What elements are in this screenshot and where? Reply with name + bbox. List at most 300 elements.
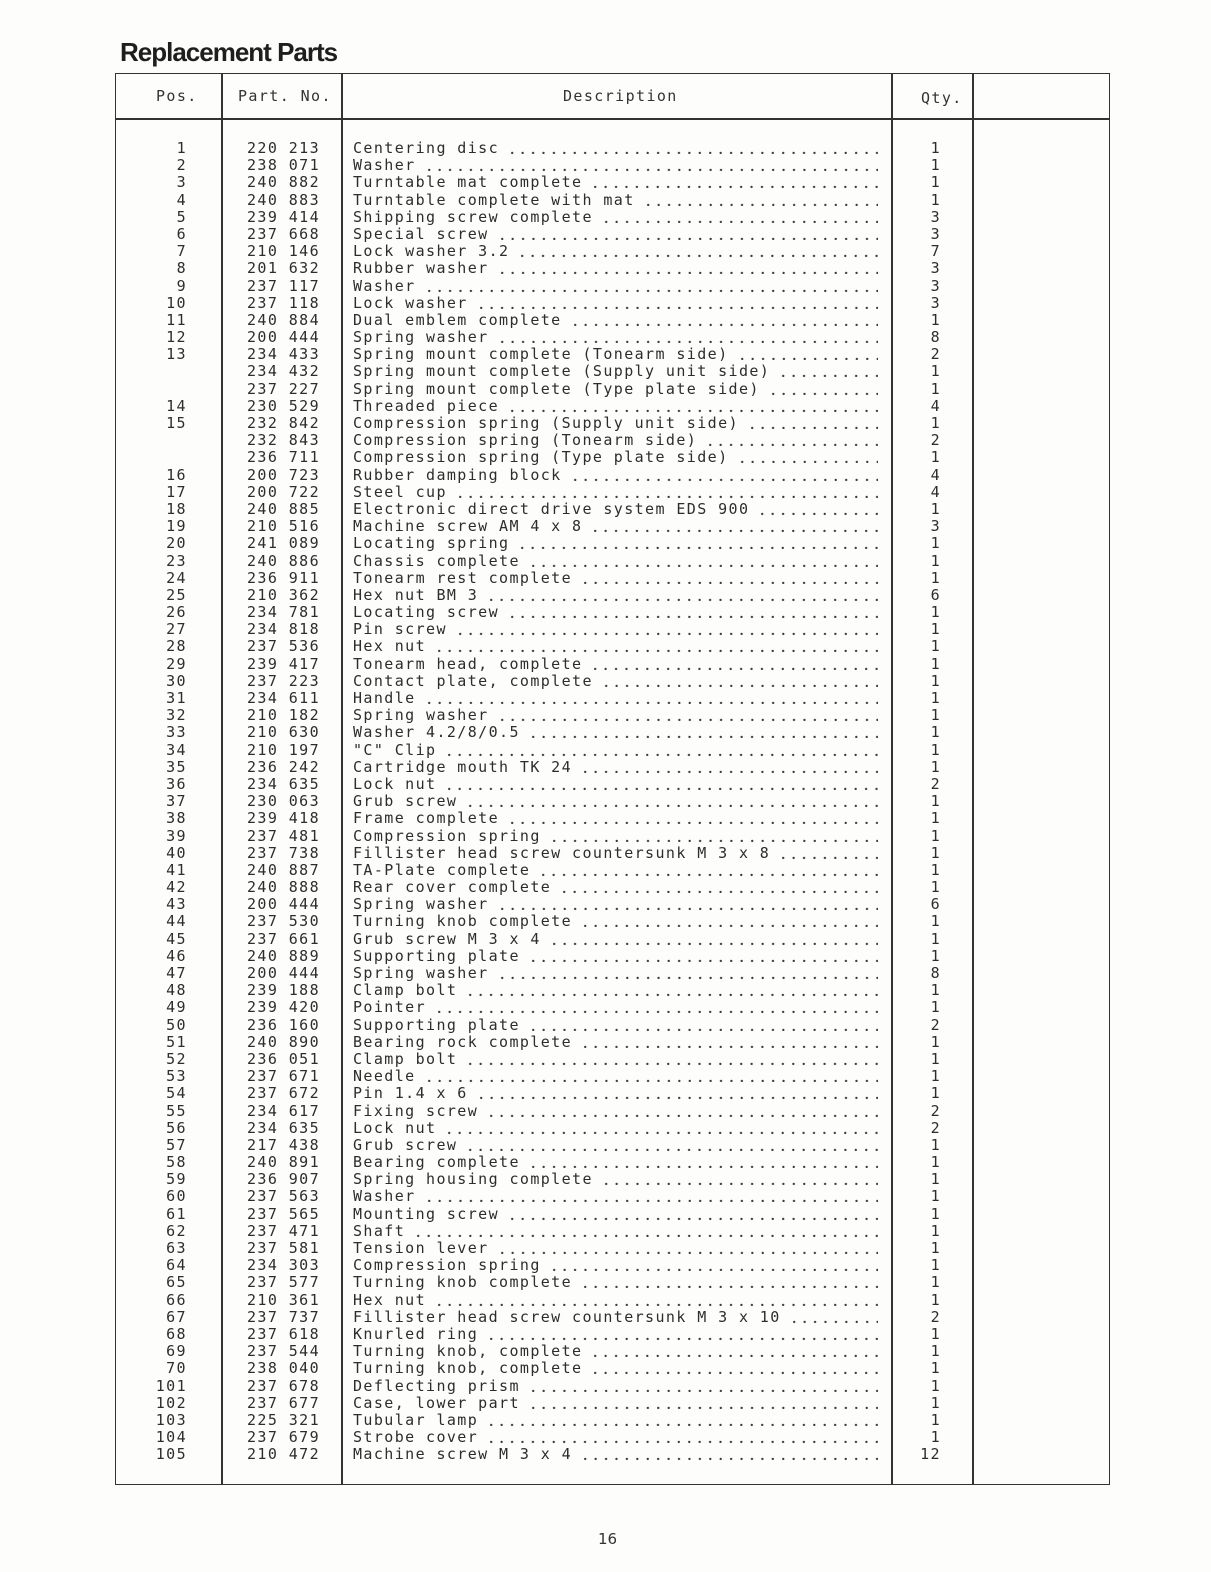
description-cell bbox=[353, 707, 878, 724]
part-number-cell: 200 444 bbox=[247, 328, 321, 347]
table-row bbox=[0, 553, 1211, 570]
table-row bbox=[0, 1274, 1211, 1291]
description-text: Deflecting prism bbox=[353, 1377, 520, 1395]
pos-cell: 47 bbox=[166, 964, 187, 982]
description-text: TA-Plate complete bbox=[353, 861, 531, 879]
part-number-cell: 200 444 bbox=[247, 964, 321, 982]
dot-leader bbox=[486, 1429, 878, 1446]
description-cell bbox=[353, 1395, 878, 1412]
part-number-cell: 237 118 bbox=[247, 293, 321, 312]
pos-cell: 67 bbox=[166, 1307, 187, 1326]
description-text: Dual emblem complete bbox=[353, 311, 562, 329]
part-number-cell: 210 362 bbox=[247, 585, 321, 604]
part-number-cell: 237 565 bbox=[247, 1204, 321, 1223]
pos-cell: 55 bbox=[166, 1101, 187, 1120]
dot-leader bbox=[747, 415, 878, 432]
pos-cell: 50 bbox=[166, 1015, 187, 1034]
pos-cell: 6 bbox=[176, 224, 187, 243]
description-cell bbox=[353, 1326, 878, 1343]
qty-cell: 1 bbox=[930, 1393, 941, 1412]
pos-cell: 3 bbox=[176, 173, 187, 192]
part-number-cell: 237 481 bbox=[247, 826, 321, 845]
qty-cell: 2 bbox=[930, 774, 941, 793]
description-cell bbox=[353, 553, 878, 570]
part-number-cell: 237 117 bbox=[247, 276, 321, 295]
table-row bbox=[0, 724, 1211, 741]
description-text: Pointer bbox=[353, 999, 427, 1017]
dot-leader bbox=[497, 260, 878, 277]
description-cell bbox=[353, 449, 878, 466]
pos-cell: 58 bbox=[166, 1153, 187, 1172]
qty-cell: 1 bbox=[930, 946, 941, 965]
description-text: Turntable complete with mat bbox=[353, 191, 635, 209]
table-row bbox=[0, 570, 1211, 587]
pos-cell: 70 bbox=[166, 1359, 187, 1378]
description-cell bbox=[353, 776, 878, 793]
pos-cell: 20 bbox=[166, 534, 187, 553]
qty-cell: 8 bbox=[930, 964, 941, 982]
pos-cell: 68 bbox=[166, 1324, 187, 1343]
part-number-cell: 237 668 bbox=[247, 224, 321, 243]
qty-cell: 1 bbox=[930, 1376, 941, 1395]
pos-cell: 65 bbox=[166, 1273, 187, 1292]
description-cell bbox=[353, 621, 878, 638]
description-text: Cartridge mouth TK 24 bbox=[353, 758, 573, 776]
pos-cell: 9 bbox=[176, 276, 187, 295]
description-cell bbox=[353, 1051, 878, 1068]
qty-cell: 1 bbox=[930, 1032, 941, 1051]
dot-leader bbox=[528, 1017, 878, 1034]
description-text: Hex nut bbox=[353, 1291, 427, 1309]
qty-cell: 1 bbox=[930, 1135, 941, 1154]
column-header-pos: Pos. bbox=[156, 87, 198, 105]
qty-cell: 2 bbox=[930, 1015, 941, 1034]
part-number-cell: 236 907 bbox=[247, 1170, 321, 1189]
qty-cell: 1 bbox=[930, 379, 941, 398]
dot-leader bbox=[444, 776, 878, 793]
part-number-cell: 210 516 bbox=[247, 517, 321, 536]
description-cell bbox=[353, 295, 878, 312]
qty-cell: 1 bbox=[930, 139, 941, 157]
pos-cell: 17 bbox=[166, 482, 187, 501]
qty-cell: 1 bbox=[930, 1359, 941, 1378]
qty-cell: 1 bbox=[930, 190, 941, 209]
part-number-cell: 234 781 bbox=[247, 603, 321, 622]
part-number-cell: 239 414 bbox=[247, 207, 321, 226]
pos-cell: 44 bbox=[166, 912, 187, 931]
part-number-cell: 236 242 bbox=[247, 757, 321, 776]
pos-cell: 57 bbox=[166, 1135, 187, 1154]
part-number-cell: 232 842 bbox=[247, 414, 321, 432]
pos-cell: 62 bbox=[166, 1221, 187, 1240]
description-text: Frame complete bbox=[353, 810, 500, 828]
dot-leader bbox=[778, 845, 878, 862]
description-text: Shaft bbox=[353, 1222, 406, 1240]
description-cell bbox=[353, 1446, 878, 1463]
description-text: Tension lever bbox=[353, 1240, 489, 1257]
part-number-cell: 237 738 bbox=[247, 843, 321, 862]
qty-cell: 1 bbox=[930, 310, 941, 329]
description-text: Turning knob, complete bbox=[353, 1360, 583, 1378]
qty-cell: 1 bbox=[930, 1290, 941, 1309]
description-cell bbox=[353, 1206, 878, 1223]
dot-leader bbox=[465, 793, 878, 810]
table-row bbox=[0, 673, 1211, 690]
description-cell bbox=[353, 226, 878, 243]
dot-leader bbox=[757, 501, 878, 518]
table-row bbox=[0, 1395, 1211, 1412]
qty-cell: 1 bbox=[930, 809, 941, 828]
dot-leader bbox=[528, 724, 878, 741]
description-cell bbox=[353, 845, 878, 862]
dot-leader bbox=[570, 467, 878, 484]
pos-cell: 102 bbox=[155, 1393, 187, 1412]
part-number-cell: 210 472 bbox=[247, 1445, 321, 1464]
description-cell bbox=[353, 913, 878, 930]
pos-cell: 63 bbox=[166, 1239, 187, 1257]
qty-cell: 1 bbox=[930, 912, 941, 931]
dot-leader bbox=[580, 1446, 878, 1463]
table-row bbox=[0, 295, 1211, 312]
dot-leader bbox=[538, 862, 878, 879]
dot-leader bbox=[528, 1378, 878, 1395]
part-number-cell: 234 303 bbox=[247, 1256, 321, 1275]
table-row bbox=[0, 896, 1211, 913]
table-row bbox=[0, 879, 1211, 896]
dot-leader bbox=[465, 1137, 878, 1154]
description-cell bbox=[353, 312, 878, 329]
qty-cell: 1 bbox=[930, 1256, 941, 1275]
part-number-cell: 234 433 bbox=[247, 345, 321, 364]
description-cell bbox=[353, 1274, 878, 1291]
dot-leader bbox=[778, 363, 878, 380]
part-number-cell: 237 677 bbox=[247, 1393, 321, 1412]
qty-cell: 1 bbox=[930, 1221, 941, 1240]
part-number-cell: 210 197 bbox=[247, 740, 321, 759]
qty-cell: 1 bbox=[930, 878, 941, 897]
qty-cell: 1 bbox=[930, 603, 941, 622]
description-cell bbox=[353, 879, 878, 896]
description-text: Handle bbox=[353, 690, 416, 707]
description-cell bbox=[353, 587, 878, 604]
dot-leader bbox=[434, 638, 878, 655]
part-number-cell: 240 887 bbox=[247, 860, 321, 879]
qty-cell: 1 bbox=[930, 1324, 941, 1343]
qty-cell: 3 bbox=[930, 517, 941, 536]
table-row bbox=[0, 1429, 1211, 1446]
description-text: Spring mount complete (Supply unit side) bbox=[353, 363, 771, 381]
description-text: Lock nut bbox=[353, 775, 437, 793]
table-row bbox=[0, 140, 1211, 157]
description-cell bbox=[353, 1171, 878, 1188]
dot-leader bbox=[455, 621, 878, 638]
qty-cell: 4 bbox=[930, 465, 941, 484]
dot-leader bbox=[590, 1343, 878, 1360]
description-text: Supporting plate bbox=[353, 1016, 520, 1034]
table-row bbox=[0, 707, 1211, 724]
part-number-cell: 236 911 bbox=[247, 568, 321, 587]
description-cell bbox=[353, 346, 878, 363]
dot-leader bbox=[517, 243, 878, 260]
qty-cell: 12 bbox=[920, 1445, 941, 1464]
description-cell bbox=[353, 1429, 878, 1446]
dot-leader bbox=[434, 1292, 878, 1309]
description-text: Compression spring (Type plate side) bbox=[353, 449, 729, 467]
pos-cell: 64 bbox=[166, 1256, 187, 1275]
qty-cell: 1 bbox=[930, 843, 941, 862]
dot-leader bbox=[507, 140, 878, 157]
dot-leader bbox=[528, 1395, 878, 1412]
part-number-cell: 240 888 bbox=[247, 878, 321, 897]
description-text: Washer bbox=[353, 157, 416, 175]
description-cell bbox=[353, 1034, 878, 1051]
table-row bbox=[0, 1051, 1211, 1068]
description-text: Tonearm head, complete bbox=[353, 655, 583, 673]
qty-cell: 3 bbox=[930, 207, 941, 226]
qty-cell: 1 bbox=[930, 1067, 941, 1086]
pos-cell: 46 bbox=[166, 946, 187, 965]
pos-cell: 14 bbox=[166, 396, 187, 415]
dot-leader bbox=[789, 1309, 878, 1326]
qty-cell: 7 bbox=[930, 242, 941, 261]
dot-leader bbox=[465, 1051, 878, 1068]
table-row bbox=[0, 1343, 1211, 1360]
table-row bbox=[0, 346, 1211, 363]
description-cell bbox=[353, 1412, 878, 1429]
description-text: "C" Clip bbox=[353, 741, 437, 759]
description-cell bbox=[353, 828, 878, 845]
table-row bbox=[0, 638, 1211, 655]
description-cell bbox=[353, 467, 878, 484]
pos-cell: 24 bbox=[166, 568, 187, 587]
pos-cell: 48 bbox=[166, 981, 187, 1000]
pos-cell: 25 bbox=[166, 585, 187, 604]
parts-table-body bbox=[0, 140, 1211, 1463]
table-row bbox=[0, 1326, 1211, 1343]
description-cell bbox=[353, 329, 878, 346]
part-number-cell: 232 843 bbox=[247, 431, 321, 450]
pos-cell: 18 bbox=[166, 499, 187, 518]
pos-cell: 27 bbox=[166, 620, 187, 639]
part-number-cell: 239 420 bbox=[247, 998, 321, 1017]
table-row bbox=[0, 243, 1211, 260]
description-text: Compression spring (Tonearm side) bbox=[353, 432, 698, 450]
dot-leader bbox=[528, 948, 878, 965]
description-cell bbox=[353, 604, 878, 621]
pos-cell: 4 bbox=[176, 190, 187, 209]
pos-cell: 42 bbox=[166, 878, 187, 897]
part-number-cell: 240 890 bbox=[247, 1032, 321, 1051]
part-number-cell: 237 536 bbox=[247, 637, 321, 656]
description-text: Rubber damping block bbox=[353, 466, 562, 484]
pos-cell: 39 bbox=[166, 826, 187, 845]
description-text: Machine screw M 3 x 4 bbox=[353, 1446, 573, 1464]
table-row bbox=[0, 518, 1211, 535]
description-cell bbox=[353, 140, 878, 157]
table-row bbox=[0, 965, 1211, 982]
part-number-cell: 239 417 bbox=[247, 654, 321, 673]
part-number-cell: 234 611 bbox=[247, 689, 321, 707]
dot-leader bbox=[549, 828, 878, 845]
qty-cell: 1 bbox=[930, 1239, 941, 1257]
qty-cell: 1 bbox=[930, 929, 941, 948]
dot-leader bbox=[601, 673, 878, 690]
description-cell bbox=[353, 810, 878, 827]
part-number-cell: 234 635 bbox=[247, 774, 321, 793]
pos-cell: 69 bbox=[166, 1342, 187, 1361]
description-text: Tonearm rest complete bbox=[353, 569, 573, 587]
qty-cell: 1 bbox=[930, 860, 941, 879]
table-row bbox=[0, 278, 1211, 295]
table-row bbox=[0, 1068, 1211, 1085]
description-text: Rear cover complete bbox=[353, 879, 552, 897]
column-header-description: Description bbox=[563, 87, 678, 105]
description-text: Contact plate, complete bbox=[353, 672, 593, 690]
dot-leader bbox=[528, 553, 878, 570]
description-text: Hex nut bbox=[353, 638, 427, 656]
table-row bbox=[0, 398, 1211, 415]
table-row bbox=[0, 810, 1211, 827]
description-text: Bearing rock complete bbox=[353, 1033, 573, 1051]
table-row bbox=[0, 484, 1211, 501]
qty-cell: 2 bbox=[930, 345, 941, 364]
description-text: Case, lower part bbox=[353, 1394, 520, 1412]
part-number-cell: 217 438 bbox=[247, 1135, 321, 1154]
dot-leader bbox=[507, 398, 878, 415]
table-row bbox=[0, 1103, 1211, 1120]
pos-cell: 8 bbox=[176, 259, 187, 278]
dot-leader bbox=[497, 896, 878, 913]
table-row bbox=[0, 226, 1211, 243]
table-row bbox=[0, 535, 1211, 552]
qty-cell: 1 bbox=[930, 1187, 941, 1206]
description-text: Spring mount complete (Type plate side) bbox=[353, 380, 760, 398]
description-cell bbox=[353, 209, 878, 226]
description-cell bbox=[353, 793, 878, 810]
column-header-part-no: Part. No. bbox=[238, 87, 332, 105]
part-number-cell: 240 885 bbox=[247, 499, 321, 518]
dot-leader bbox=[580, 759, 878, 776]
qty-cell: 1 bbox=[930, 156, 941, 175]
description-text: Spring washer bbox=[353, 896, 489, 914]
qty-cell: 1 bbox=[930, 620, 941, 639]
part-number-cell: 239 418 bbox=[247, 809, 321, 828]
dot-leader bbox=[601, 1171, 878, 1188]
part-number-cell: 237 737 bbox=[247, 1307, 321, 1326]
description-text: Hex nut BM 3 bbox=[353, 586, 479, 604]
dot-leader bbox=[434, 999, 878, 1016]
part-number-cell: 210 630 bbox=[247, 723, 321, 742]
qty-cell: 1 bbox=[930, 706, 941, 725]
description-cell bbox=[353, 724, 878, 741]
part-number-cell: 237 544 bbox=[247, 1342, 321, 1361]
pos-cell: 11 bbox=[166, 310, 187, 329]
part-number-cell: 236 160 bbox=[247, 1015, 321, 1034]
pos-cell: 53 bbox=[166, 1067, 187, 1086]
qty-cell: 1 bbox=[930, 173, 941, 192]
table-row bbox=[0, 845, 1211, 862]
part-number-cell: 210 146 bbox=[247, 242, 321, 261]
table-row bbox=[0, 1206, 1211, 1223]
dot-leader bbox=[444, 742, 878, 759]
table-row bbox=[0, 690, 1211, 707]
pos-cell: 59 bbox=[166, 1170, 187, 1189]
part-number-cell: 237 679 bbox=[247, 1428, 321, 1447]
qty-cell: 1 bbox=[930, 654, 941, 673]
dot-leader bbox=[517, 535, 878, 552]
description-cell bbox=[353, 1120, 878, 1137]
table-row bbox=[0, 742, 1211, 759]
table-row bbox=[0, 260, 1211, 277]
description-cell bbox=[353, 1343, 878, 1360]
dot-leader bbox=[580, 913, 878, 930]
qty-cell: 1 bbox=[930, 414, 941, 432]
table-row bbox=[0, 931, 1211, 948]
part-number-cell: 237 581 bbox=[247, 1239, 321, 1257]
pos-cell: 34 bbox=[166, 740, 187, 759]
qty-cell: 1 bbox=[930, 1153, 941, 1172]
table-row bbox=[0, 1085, 1211, 1102]
part-number-cell: 237 563 bbox=[247, 1187, 321, 1206]
description-text: Pin 1.4 x 6 bbox=[353, 1085, 468, 1103]
qty-cell: 1 bbox=[930, 1170, 941, 1189]
description-cell bbox=[353, 570, 878, 587]
qty-cell: 1 bbox=[930, 1204, 941, 1223]
pos-cell: 105 bbox=[155, 1445, 187, 1464]
pos-cell: 13 bbox=[166, 345, 187, 364]
description-cell bbox=[353, 742, 878, 759]
table-row bbox=[0, 1188, 1211, 1205]
dot-leader bbox=[465, 982, 878, 999]
table-row bbox=[0, 1412, 1211, 1429]
part-number-cell: 236 051 bbox=[247, 1049, 321, 1068]
table-row bbox=[0, 1257, 1211, 1274]
description-text: Lock washer bbox=[353, 294, 468, 312]
table-row bbox=[0, 793, 1211, 810]
description-cell bbox=[353, 243, 878, 260]
qty-cell: 3 bbox=[930, 224, 941, 243]
description-cell bbox=[353, 381, 878, 398]
part-number-cell: 237 672 bbox=[247, 1084, 321, 1103]
pos-cell: 5 bbox=[176, 207, 187, 226]
dot-leader bbox=[590, 174, 878, 191]
qty-cell: 2 bbox=[930, 1307, 941, 1326]
description-cell bbox=[353, 1360, 878, 1377]
dot-leader bbox=[737, 449, 878, 466]
description-text: Steel cup bbox=[353, 483, 447, 501]
qty-cell: 1 bbox=[930, 1049, 941, 1068]
description-text: Fillister head screw countersunk M 3 x 8 bbox=[353, 844, 771, 862]
part-number-cell: 236 711 bbox=[247, 448, 321, 467]
qty-cell: 1 bbox=[930, 1084, 941, 1103]
dot-leader bbox=[413, 1223, 878, 1240]
part-number-cell: 234 617 bbox=[247, 1101, 321, 1120]
dot-leader bbox=[507, 1206, 878, 1223]
description-cell bbox=[353, 1103, 878, 1120]
pos-cell: 26 bbox=[166, 603, 187, 622]
table-row bbox=[0, 759, 1211, 776]
pos-cell: 37 bbox=[166, 792, 187, 811]
dot-leader bbox=[507, 604, 878, 621]
dot-leader bbox=[580, 1034, 878, 1051]
qty-cell: 1 bbox=[930, 981, 941, 1000]
part-number-cell: 230 529 bbox=[247, 396, 321, 415]
dot-leader bbox=[590, 656, 878, 673]
part-number-cell: 237 577 bbox=[247, 1273, 321, 1292]
description-cell bbox=[353, 673, 878, 690]
description-text: Grub screw bbox=[353, 793, 458, 811]
description-text: Tubular lamp bbox=[353, 1411, 479, 1429]
